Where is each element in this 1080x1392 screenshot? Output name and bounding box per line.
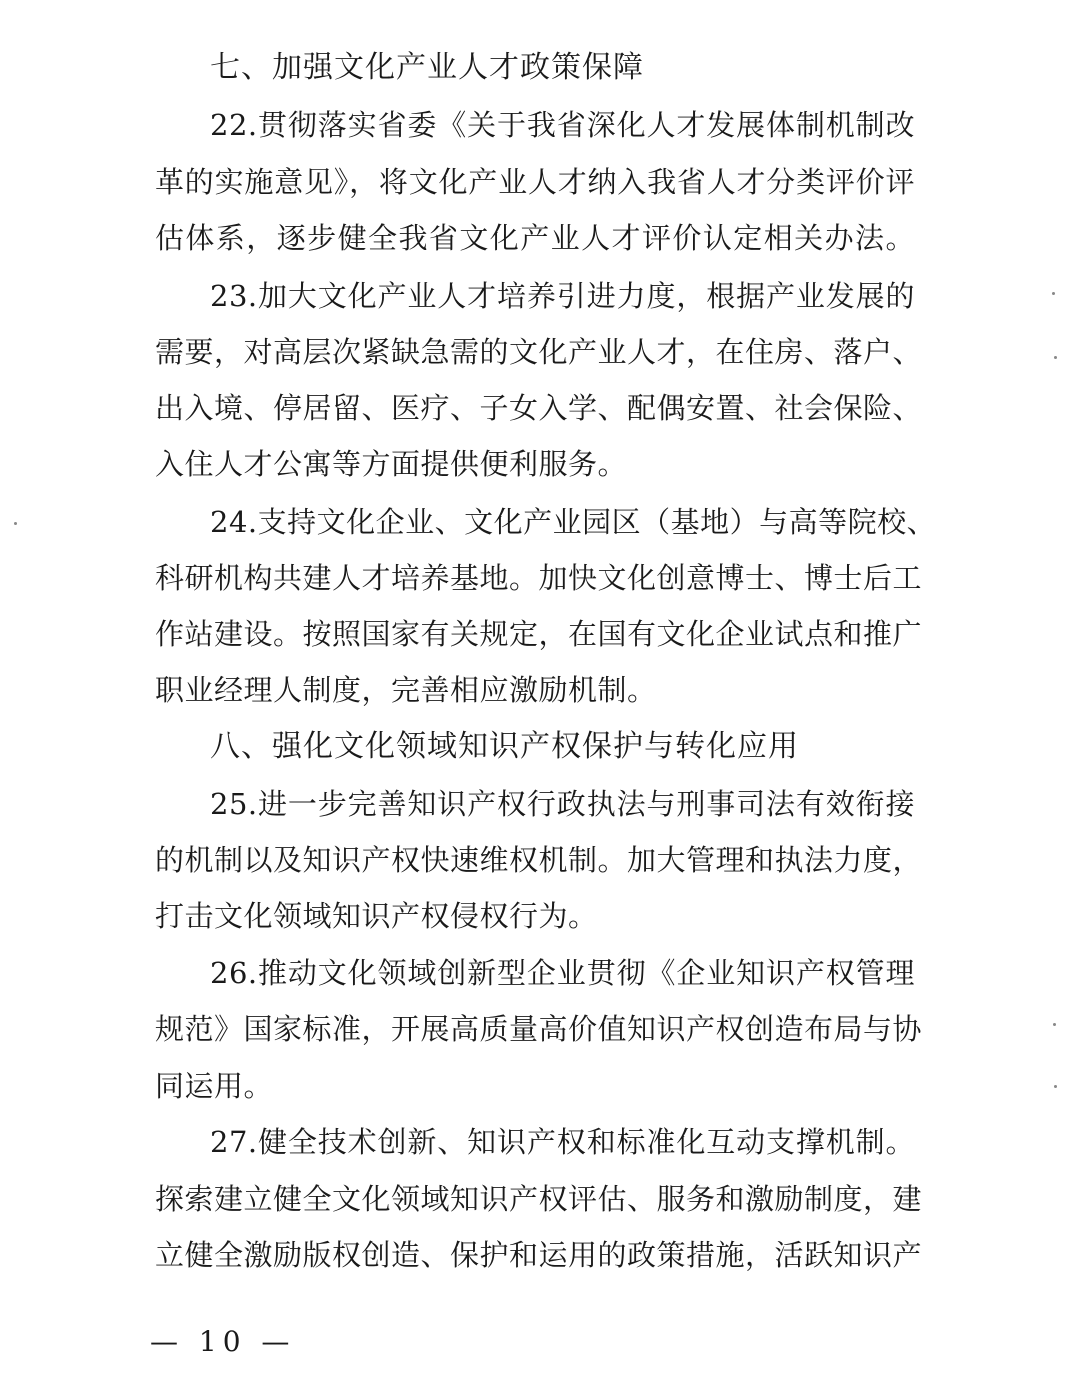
paragraph-24-line-4: 职业经理人制度，完善相应激励机制。 — [155, 673, 657, 707]
page-number: — 10 — — [150, 1325, 296, 1358]
scan-speck — [1053, 1023, 1056, 1026]
paragraph-27-line-2: 探索建立健全文化领域知识产权评估、服务和激励制度，建 — [155, 1182, 923, 1216]
section-heading-7: 七、加强文化产业人才政策保障 — [210, 50, 644, 85]
paragraph-23-line-3: 出入境、停居留、医疗、子女入学、配偶安置、社会保险、 — [155, 391, 923, 425]
paragraph-22-line-3: 估体系，逐步健全我省文化产业人才评价认定相关办法。 — [155, 221, 915, 255]
paragraph-24-line-3: 作站建设。按照国家有关规定，在国有文化企业试点和推广 — [155, 617, 923, 651]
paragraph-22-line-1: 22.贯彻落实省委《关于我省深化人才发展体制机制改 — [210, 108, 915, 142]
paragraph-25-line-3: 打击文化领域知识产权侵权行为。 — [155, 899, 598, 933]
section-heading-8: 八、强化文化领域知识产权保护与转化应用 — [210, 729, 799, 764]
paragraph-23-line-1: 23.加大文化产业人才培养引进力度，根据产业发展的 — [210, 279, 915, 313]
scan-speck — [1054, 356, 1057, 359]
paragraph-25-line-1: 25.进一步完善知识产权行政执法与刑事司法有效衔接 — [210, 787, 915, 821]
paragraph-23-line-2: 需要，对高层次紧缺急需的文化产业人才，在住房、落户、 — [155, 335, 923, 369]
paragraph-22-line-2: 革的实施意见》，将文化产业人才纳入我省人才分类评价评 — [155, 165, 915, 199]
paragraph-23-line-4: 入住人才公寓等方面提供便利服务。 — [155, 447, 628, 481]
paragraph-26-line-3: 同运用。 — [155, 1069, 274, 1103]
paragraph-24-line-2: 科研机构共建人才培养基地。加快文化创意博士、博士后工 — [155, 561, 923, 595]
paragraph-26-line-1: 26.推动文化领域创新型企业贯彻《企业知识产权管理 — [210, 956, 915, 990]
scan-speck — [1054, 1085, 1057, 1088]
paragraph-27-line-1: 27.健全技术创新、知识产权和标准化互动支撑机制。 — [210, 1125, 915, 1159]
scan-speck — [14, 522, 17, 525]
paragraph-26-line-2: 规范》国家标准，开展高质量高价值知识产权创造布局与协 — [155, 1012, 923, 1046]
paragraph-27-line-3: 立健全激励版权创造、保护和运用的政策措施，活跃知识产 — [155, 1238, 923, 1272]
scan-speck — [1052, 292, 1055, 295]
paragraph-25-line-2: 的机制以及知识产权快速维权机制。加大管理和执法力度， — [155, 843, 923, 877]
paragraph-24-line-1: 24.支持文化企业、文化产业园区（基地）与高等院校、 — [210, 505, 937, 539]
